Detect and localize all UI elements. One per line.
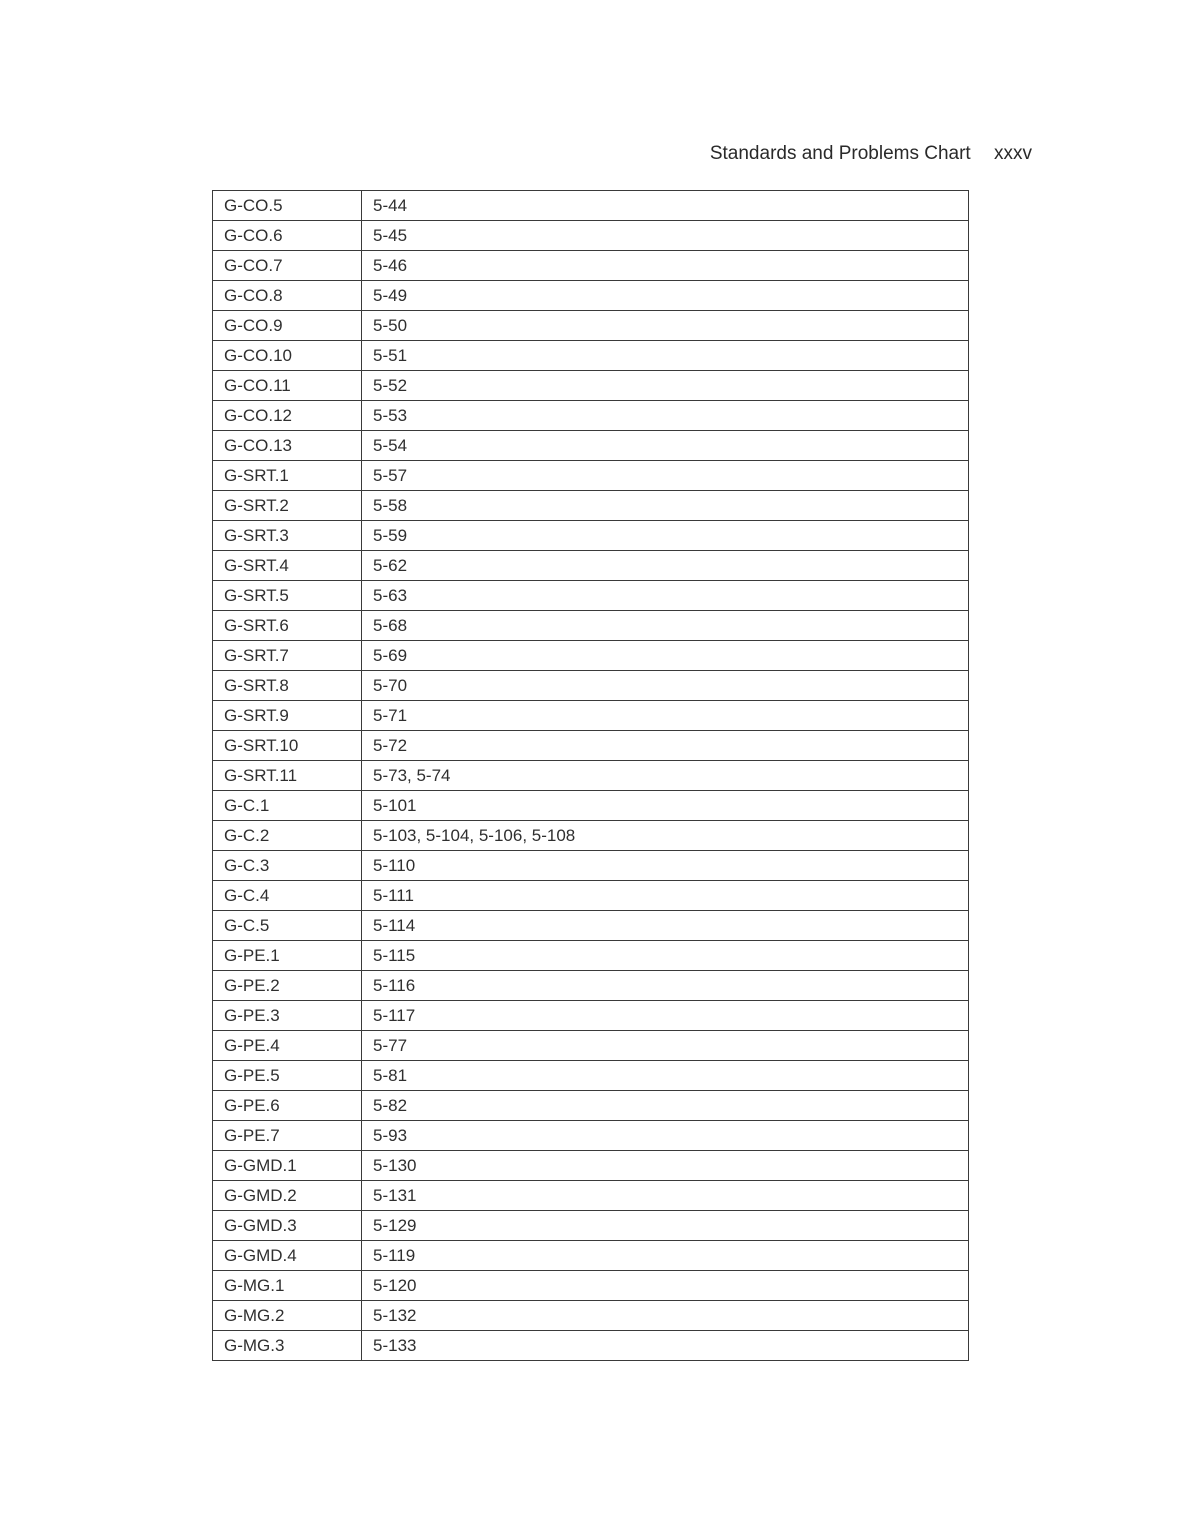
table-row [213, 281, 969, 311]
problems-cell: 5-69 [362, 641, 969, 671]
table-row [213, 731, 969, 761]
problems-cell: 5-54 [362, 431, 969, 461]
standard-cell: G-CO.10 [213, 341, 362, 371]
table-row [213, 641, 969, 671]
problems-cell: 5-72 [362, 731, 969, 761]
standard-cell: G-SRT.10 [213, 731, 362, 761]
problems-cell: 5-77 [362, 1031, 969, 1061]
problems-cell: 5-120 [362, 1271, 969, 1301]
table-row [213, 611, 969, 641]
standard-cell: G-CO.11 [213, 371, 362, 401]
table-row [213, 1061, 969, 1091]
standard-cell: G-SRT.9 [213, 701, 362, 731]
standard-cell: G-SRT.8 [213, 671, 362, 701]
problems-cell: 5-130 [362, 1151, 969, 1181]
table-row [213, 911, 969, 941]
standard-cell: G-SRT.7 [213, 641, 362, 671]
problems-cell: 5-49 [362, 281, 969, 311]
problems-cell: 5-103, 5-104, 5-106, 5-108 [362, 821, 969, 851]
standard-cell: G-PE.4 [213, 1031, 362, 1061]
problems-cell: 5-63 [362, 581, 969, 611]
problems-cell: 5-110 [362, 851, 969, 881]
problems-cell: 5-46 [362, 251, 969, 281]
standard-cell: G-PE.2 [213, 971, 362, 1001]
table-row [213, 191, 969, 221]
standard-cell: G-GMD.2 [213, 1181, 362, 1211]
standard-cell: G-SRT.4 [213, 551, 362, 581]
table-row [213, 791, 969, 821]
problems-cell: 5-62 [362, 551, 969, 581]
table-row [213, 1091, 969, 1121]
standard-cell: G-MG.1 [213, 1271, 362, 1301]
standard-cell: G-PE.7 [213, 1121, 362, 1151]
standard-cell: G-CO.8 [213, 281, 362, 311]
standard-cell: G-SRT.1 [213, 461, 362, 491]
problems-cell: 5-51 [362, 341, 969, 371]
standard-cell: G-GMD.1 [213, 1151, 362, 1181]
problems-cell: 5-68 [362, 611, 969, 641]
standard-cell: G-GMD.3 [213, 1211, 362, 1241]
table-row [213, 371, 969, 401]
problems-cell: 5-45 [362, 221, 969, 251]
table-row [213, 581, 969, 611]
problems-cell: 5-119 [362, 1241, 969, 1271]
problems-cell: 5-114 [362, 911, 969, 941]
standard-cell: G-CO.9 [213, 311, 362, 341]
problems-cell: 5-70 [362, 671, 969, 701]
standard-cell: G-C.3 [213, 851, 362, 881]
running-header [710, 143, 1032, 165]
standard-cell: G-PE.5 [213, 1061, 362, 1091]
table-row [213, 431, 969, 461]
table-row [213, 551, 969, 581]
problems-cell: 5-44 [362, 191, 969, 221]
standard-cell: G-PE.6 [213, 1091, 362, 1121]
problems-cell: 5-132 [362, 1301, 969, 1331]
standard-cell: G-C.4 [213, 881, 362, 911]
table-row [213, 881, 969, 911]
problems-cell: 5-82 [362, 1091, 969, 1121]
table-row [213, 1001, 969, 1031]
standard-cell: G-C.2 [213, 821, 362, 851]
table-row [213, 761, 969, 791]
table-row [213, 1271, 969, 1301]
standard-cell: G-C.5 [213, 911, 362, 941]
problems-cell: 5-59 [362, 521, 969, 551]
standards-problems-table [212, 190, 969, 1361]
standard-cell: G-CO.7 [213, 251, 362, 281]
problems-cell: 5-57 [362, 461, 969, 491]
standard-cell: G-MG.3 [213, 1331, 362, 1361]
table-body [213, 191, 969, 1361]
problems-cell: 5-58 [362, 491, 969, 521]
table-row [213, 1121, 969, 1151]
standard-cell: G-GMD.4 [213, 1241, 362, 1271]
table-row [213, 1241, 969, 1271]
problems-cell: 5-52 [362, 371, 969, 401]
table-row [213, 221, 969, 251]
problems-cell: 5-81 [362, 1061, 969, 1091]
standard-cell: G-CO.13 [213, 431, 362, 461]
table-row [213, 821, 969, 851]
problems-cell: 5-115 [362, 941, 969, 971]
table-row [213, 521, 969, 551]
standard-cell: G-SRT.5 [213, 581, 362, 611]
problems-cell: 5-101 [362, 791, 969, 821]
standard-cell: G-MG.2 [213, 1301, 362, 1331]
page-number: xxxv [994, 143, 1032, 164]
table-row [213, 1151, 969, 1181]
standard-cell: G-SRT.6 [213, 611, 362, 641]
table-row [213, 1031, 969, 1061]
problems-cell: 5-117 [362, 1001, 969, 1031]
table-row [213, 341, 969, 371]
problems-cell: 5-131 [362, 1181, 969, 1211]
table-row [213, 851, 969, 881]
problems-cell: 5-129 [362, 1211, 969, 1241]
problems-cell: 5-93 [362, 1121, 969, 1151]
table-row [213, 401, 969, 431]
table-row [213, 461, 969, 491]
table-row [213, 1181, 969, 1211]
table-row [213, 701, 969, 731]
problems-cell: 5-133 [362, 1331, 969, 1361]
standard-cell: G-CO.6 [213, 221, 362, 251]
problems-cell: 5-73, 5-74 [362, 761, 969, 791]
problems-cell: 5-53 [362, 401, 969, 431]
table-row [213, 491, 969, 521]
standard-cell: G-CO.5 [213, 191, 362, 221]
problems-cell: 5-71 [362, 701, 969, 731]
problems-cell: 5-50 [362, 311, 969, 341]
standard-cell: G-SRT.11 [213, 761, 362, 791]
table-row [213, 971, 969, 1001]
table-row [213, 1331, 969, 1361]
header-title: Standards and Problems Chart [709, 143, 971, 164]
table-row [213, 1211, 969, 1241]
table-row [213, 941, 969, 971]
problems-cell: 5-116 [362, 971, 969, 1001]
table-row [213, 1301, 969, 1331]
standard-cell: G-PE.3 [213, 1001, 362, 1031]
standard-cell: G-SRT.3 [213, 521, 362, 551]
standard-cell: G-C.1 [213, 791, 362, 821]
table-row [213, 671, 969, 701]
problems-cell: 5-111 [362, 881, 969, 911]
table-row [213, 251, 969, 281]
standard-cell: G-PE.1 [213, 941, 362, 971]
standard-cell: G-SRT.2 [213, 491, 362, 521]
table-row [213, 311, 969, 341]
standard-cell: G-CO.12 [213, 401, 362, 431]
